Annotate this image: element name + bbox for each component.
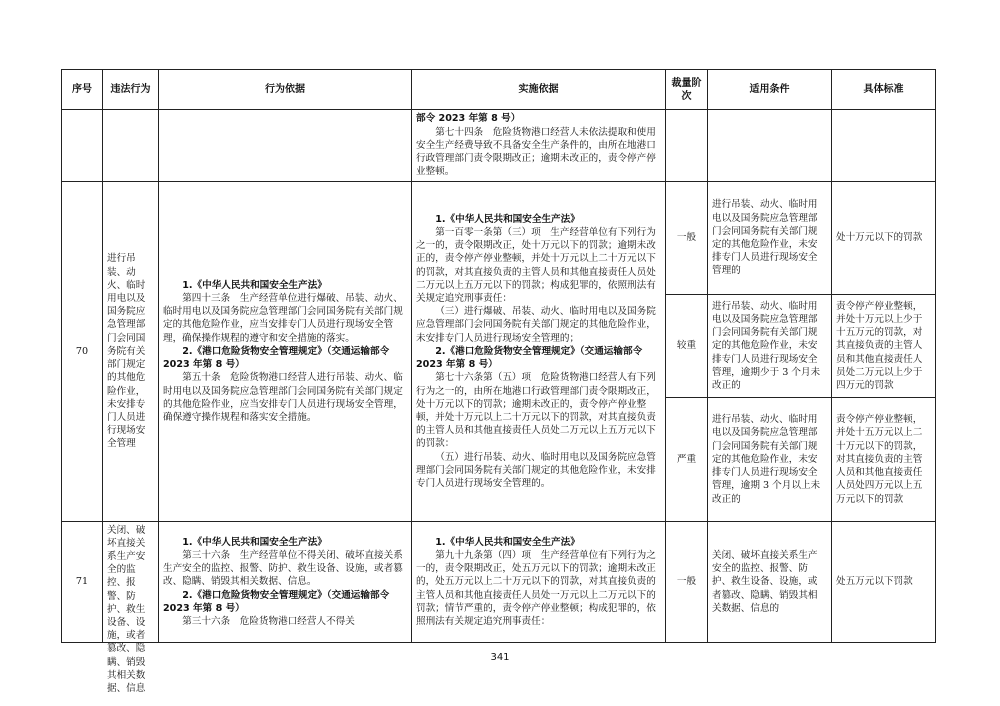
- row71-impl-text1: 第九十九条第（四）项 生产经营单位有下列行为之一的，责令限期改正，处五万元以下的罚款；逾期未改正的，处五万元以上二十万元以下的罚款，对其直接负责的主管人员和其他直接责任人员处一万元以上二万元以下的罚款；情节严重的，责令停产停业整顿；构成犯罪的，依照刑法有关规定追究刑事责任：: [416, 549, 656, 627]
- header-condition: 适用条件: [708, 70, 832, 110]
- row70-cond-3: 进行吊装、动火、临时用电以及国务院应急管理部门会同国务院有关部门规定的其他危险作业，未安排专门人员进行现场安全管理，逾期 3 个月以上未改正的: [708, 398, 832, 522]
- row70-impl-law1: 1.《中华人民共和国安全生产法》: [435, 213, 580, 225]
- continuation-impl-law: 部令 2023 年第 8 号）: [416, 113, 521, 125]
- row70-impl-text1: 第一百零一条第（三）项 生产经营单位有下列行为之一的，责令限期改正，处十万元以下的罚款；逾期未改正的，责令停产停业整顿，并处十万元以上二十万元以下的罚款，对其直接负责的主管人员和其他直接责任人员处二万元以上五万元以下的罚款；构成犯罪的，依照刑法有关规定追究刑事责任：: [416, 227, 656, 305]
- row70-level-2: 较重: [666, 295, 708, 398]
- row70-violation: 进行吊装、动火、临时用电以及国务院应急管理部门会同国务院有关部门规定的其他危险作业，未安排专门人员进行现场安全管理: [103, 182, 159, 522]
- row70-basis-law2: 2.《港口危险货物安全管理规定》（交通运输部令 2023 年第 8 号）: [163, 345, 390, 371]
- row70-basis-text1: 第四十三条 生产经营单位进行爆破、吊装、动火、临时用电以及国务院应急管理部门会同国务院有关部门规定的其他危险作业，应当安排专门人员进行现场安全管理，确保操作规程的遵守和安全措施的落实。: [163, 293, 403, 344]
- table-row-70: [62, 182, 936, 295]
- row70-level-1: 一般: [666, 182, 708, 295]
- row71-cond: 关闭、破坏直接关系生产安全的监控、报警、防护、救生设备、设施，或者篡改、隐瞒、销毁其相关数据、信息的: [708, 522, 832, 643]
- header-implementation: 实施依据: [412, 70, 666, 110]
- row71-implementation: [416, 536, 661, 628]
- header-level: 裁量阶次: [666, 70, 708, 110]
- row70-cond-2: 进行吊装、动火、临时用电以及国务院应急管理部门会同国务院有关部门规定的其他危险作业，未安排专门人员进行现场安全管理，逾期少于 3 个月未改正的: [708, 295, 832, 398]
- continuation-impl-cell: [412, 110, 666, 182]
- header-row: [62, 70, 936, 110]
- row71-no: 71: [62, 522, 103, 643]
- table-row-continuation: [62, 110, 936, 182]
- row71-violation: 关闭、破坏直接关系生产安全的监控、报警、防护、救生设备、设施，或者篡改、隐瞒、销毁其相关数据、信息: [107, 524, 146, 694]
- row71-std: 处五万元以下罚款: [832, 522, 936, 643]
- row71-impl-law1: 1.《中华人民共和国安全生产法》: [435, 536, 580, 548]
- header-violation: 违法行为: [103, 70, 159, 110]
- row71-basis: [163, 536, 407, 628]
- row70-level-3: 严重: [666, 398, 708, 522]
- row70-impl-text4: （五）进行吊装、动火、临时用电以及国务院应急管理部门会同国务院有关部门规定的其他危险作业，未安排专门人员进行现场安全管理的。: [416, 451, 656, 489]
- header-basis: 行为依据: [159, 70, 412, 110]
- row70-std-2: 责令停产停业整顿，并处十万元以上少于十五万元的罚款，对其直接负责的主管人员和其他直接责任人员处二万元以上少于四万元的罚款: [832, 295, 936, 398]
- row70-basis-text2: 第五十条 危险货物港口经营人进行吊装、动火、临时用电以及国务院应急管理部门会同国务院有关部门规定的其他危险作业，应当安排专门人员进行现场安全管理，确保遵守操作规程和落实安全措施。: [163, 372, 403, 423]
- row71-basis-text2: 第三十六条 危险货物港口经营人不得关: [182, 616, 355, 627]
- row70-implementation: [412, 182, 666, 522]
- page-number: 341: [490, 652, 510, 663]
- header-no: 序号: [62, 70, 103, 110]
- row70-std-3: 责令停产停业整顿，并处十五万元以上二十万元以下的罚款，对其直接负责的主管人员和其他直接责任人员处四万元以上五万元以下的罚款: [832, 398, 936, 522]
- header-standard: 具体标准: [832, 70, 936, 110]
- row70-basis-law1: 1.《中华人民共和国安全生产法》: [182, 279, 327, 291]
- row70-basis: [159, 182, 412, 522]
- row71-basis-law1: 1.《中华人民共和国安全生产法》: [182, 536, 327, 548]
- row71-basis-law2: 2.《港口危险货物安全管理规定》（交通运输部令 2023 年第 8 号）: [163, 589, 390, 614]
- table-row-71: [62, 522, 936, 643]
- row70-std-1: 处十万元以下的罚款: [832, 182, 936, 295]
- row70-no: 70: [62, 182, 103, 522]
- row70-cond-1: 进行吊装、动火、临时用电以及国务院应急管理部门会同国务院有关部门规定的其他危险作业，未安排专门人员进行现场安全管理的: [708, 182, 832, 295]
- row70-impl-text3: 第七十六条第（五）项 危险货物港口经营人有下列行为之一的，由所在地港口行政管理部门责令限期改正，处十万元以下的罚款；逾期未改正的，责令停产停业整顿，并处十万元以上二十万元以下的罚款，对其直接负责的主管人员和其他直接责任人员处二万元以上五万元以下的罚款：: [416, 372, 656, 450]
- row70-impl-law2: 2.《港口危险货物安全管理规定》（交通运输部令 2023 年第 8 号）: [416, 345, 643, 371]
- row71-level: 一般: [666, 522, 708, 643]
- continuation-impl-text: 第七十四条 危险货物港口经营人未依法提取和使用安全生产经费导致不具备安全生产条件的，由所在地港口行政管理部门责令限期改正；逾期未改正的，责令停产停业整顿。: [416, 126, 656, 178]
- row71-basis-text1: 第三十六条 生产经营单位不得关闭、破坏直接关系生产安全的监控、报警、防护、救生设备、设施，或者篡改、隐瞒、销毁其相关数据、信息。: [163, 549, 403, 588]
- row70-impl-text2: （三）进行爆破、吊装、动火、临时用电以及国务院应急管理部门会同国务院有关部门规定的其他危险作业，未安排专门人员进行现场安全管理的；: [416, 306, 656, 344]
